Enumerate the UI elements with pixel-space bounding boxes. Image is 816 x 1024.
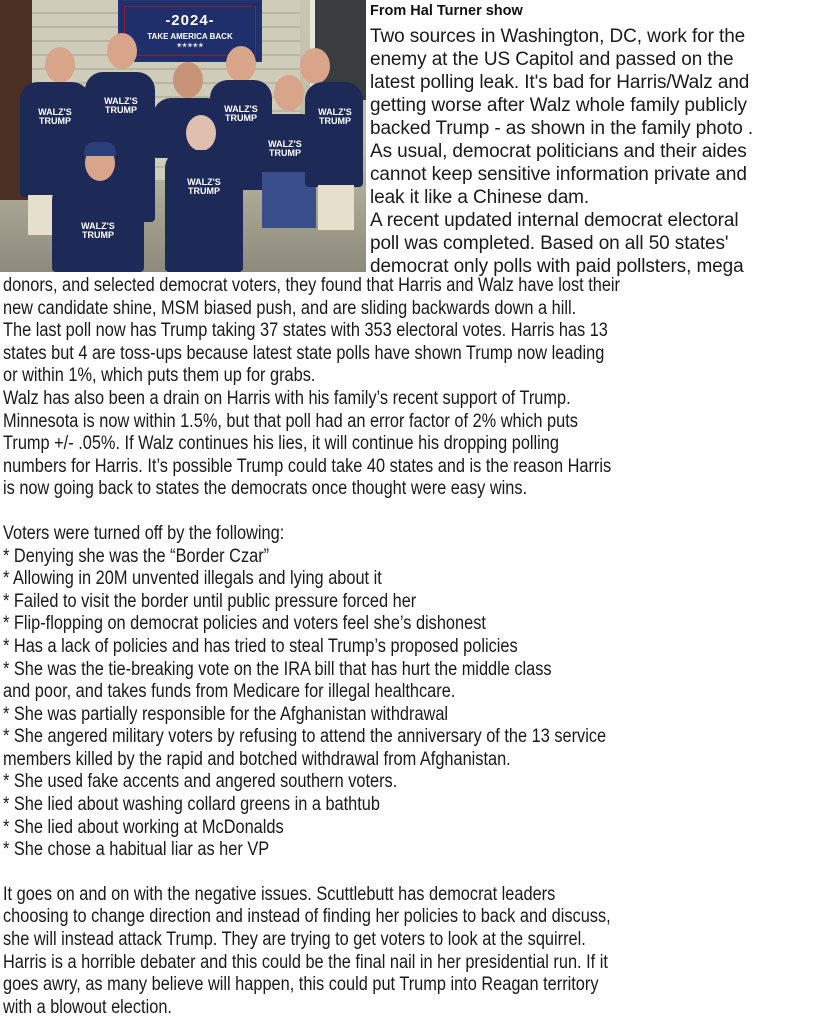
flag-year: -2024- bbox=[165, 12, 215, 29]
list-item: * She lied about washing collard greens in a bathtub bbox=[3, 794, 380, 816]
text-line: new candidate shine, MSM biased push, and are sliding backwards down a hill. bbox=[3, 297, 577, 319]
shirt-text: WALZ'S TRUMP bbox=[38, 107, 72, 126]
text-line: poll was completed. Based on all 50 states' bbox=[370, 233, 729, 254]
paragraph-gap bbox=[3, 501, 701, 523]
text-line: Walz has also been a drain on Harris with his family’s recent support of Trump. bbox=[3, 387, 571, 409]
article-body bbox=[3, 275, 701, 1019]
text-line: A recent updated internal democrat electoral bbox=[370, 210, 739, 231]
shirt-text: WALZ'S TRUMP bbox=[81, 221, 115, 240]
person-head bbox=[107, 33, 137, 69]
text-line: donors, and selected democrat voters, they found that Harris and Walz have lost their bbox=[3, 275, 621, 296]
list-item: members killed by the rapid and botched withdrawal from Afghanistan. bbox=[3, 748, 511, 770]
person-head bbox=[226, 46, 256, 82]
list-item: * She angered military voters by refusing to attend the anniversary of the 13 service bbox=[3, 726, 607, 748]
list-item: * She was the tie-breaking vote on the IRA bill that has hurt the middle class bbox=[3, 658, 552, 680]
text-line: choosing to change direction and instead of finding her policies to back and discuss, bbox=[3, 906, 611, 928]
person-shorts bbox=[318, 185, 354, 230]
text-line: states but 4 are toss-ups because latest state polls have shown Trump now leading bbox=[3, 342, 605, 364]
text-line: numbers for Harris. It’s possible Trump could take 40 states and is the reason Harris bbox=[3, 455, 612, 477]
list-item: * She chose a habitual liar as her VP bbox=[3, 839, 270, 861]
list-item: * Failed to visit the border until public pressure forced her bbox=[3, 590, 417, 612]
shirt-text: WALZ'S TRUMP bbox=[187, 177, 221, 196]
person-head bbox=[300, 48, 330, 84]
text-line: or within 1%, which puts them up for grabs. bbox=[3, 365, 316, 387]
text-line: It goes on and on with the negative issues. Scuttlebutt has democrat leaders bbox=[3, 883, 556, 905]
shirt-text: WALZ'S TRUMP bbox=[268, 139, 302, 158]
person-shirt bbox=[20, 82, 90, 197]
text-line: goes awry, as many believe will happen, this could put Trump into Reagan territory bbox=[3, 974, 599, 996]
paragraph-gap bbox=[3, 862, 701, 884]
text-line: she will instead attack Trump. They are trying to get voters to look at the squirrel. bbox=[3, 929, 586, 951]
text-line: democrat only polls with paid pollsters, mega bbox=[370, 256, 744, 277]
text-line: cannot keep sensitive information private and bbox=[370, 164, 747, 185]
flag-stars: ★★★★★ bbox=[176, 43, 204, 49]
list-item: * She was partially responsible for the Afghanistan withdrawal bbox=[3, 703, 449, 725]
text-line: leak it like a Chinese dam. bbox=[370, 187, 590, 208]
list-item: * Flip-flopping on democrat policies and voters feel she’s dishonest bbox=[3, 613, 486, 635]
text-line: As usual, democrat politicians and their aides bbox=[370, 141, 747, 162]
text-line: latest polling leak. It's bad for Harris/Walz and bbox=[370, 72, 750, 93]
person-head bbox=[45, 47, 75, 83]
person-shirt bbox=[305, 82, 363, 187]
person-shirt bbox=[165, 150, 243, 272]
shirt-text: WALZ'S TRUMP bbox=[318, 107, 352, 126]
text-line: enemy at the US Capitol and passed on the bbox=[370, 49, 734, 70]
list-item: * Has a lack of policies and has tried to steal Trump’s proposed policies bbox=[3, 635, 518, 657]
text-line: The last poll now has Trump taking 37 states with 353 electoral votes. Harris has 13 bbox=[3, 320, 608, 342]
list-intro: Voters were turned off by the following: bbox=[3, 522, 285, 544]
text-line: Harris is a horrible debater and this could be the final nail in her presidential run. If it bbox=[3, 951, 608, 973]
list-item: and poor, and takes funds from Medicare for illegal healthcare. bbox=[3, 681, 456, 703]
family-photo bbox=[0, 0, 366, 272]
flag-slogan: TAKE AMERICA BACK bbox=[147, 32, 233, 41]
list-item: * Allowing in 20M unvented illegals and lying about it bbox=[3, 568, 382, 590]
text-line: Trump +/- .05%. If Walz continues his lies, it will continue his dropping polling bbox=[3, 433, 559, 455]
list-item: * Denying she was the “Border Czar” bbox=[3, 545, 270, 567]
text-line: Two sources in Washington, DC, work for the bbox=[370, 26, 746, 47]
shirt-text: WALZ'S TRUMP bbox=[224, 104, 258, 123]
text-line: is now going back to states the democrats once thought were easy wins. bbox=[3, 478, 528, 500]
cap bbox=[84, 142, 116, 156]
person-head bbox=[274, 75, 304, 111]
text-line: backed Trump - as shown in the family photo . bbox=[370, 118, 754, 139]
intro-text bbox=[370, 25, 816, 278]
text-line: getting worse after Walz whole family publicly bbox=[370, 95, 747, 116]
list-item: * She used fake accents and angered southern voters. bbox=[3, 771, 398, 793]
text-line: with a blowout election. bbox=[3, 996, 172, 1018]
text-line: Minnesota is now within 1.5%, but that poll had an error factor of 2% which puts bbox=[3, 410, 578, 432]
shirt-text: WALZ'S TRUMP bbox=[104, 96, 138, 115]
list-item: * She lied about working at McDonalds bbox=[3, 816, 284, 838]
person-head bbox=[173, 62, 203, 98]
source-heading: From Hal Turner show bbox=[370, 3, 523, 19]
